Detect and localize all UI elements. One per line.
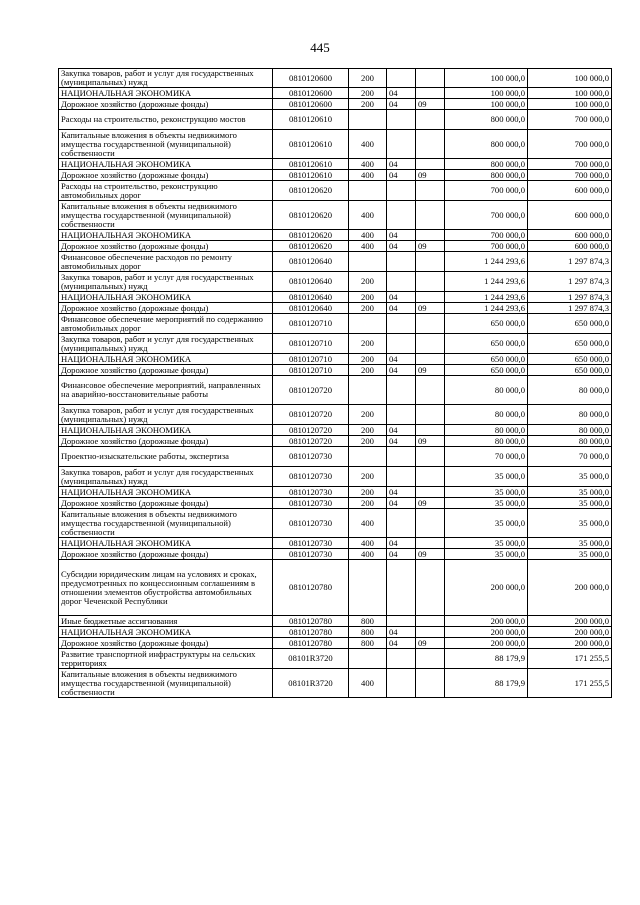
subsection-code bbox=[416, 487, 445, 498]
expense-type-code: 400 bbox=[349, 170, 387, 181]
table-row bbox=[59, 292, 612, 303]
section-code: 04 bbox=[387, 159, 416, 170]
subsection-code bbox=[416, 292, 445, 303]
table-row bbox=[59, 272, 612, 292]
amount-year-2: 100 000,0 bbox=[528, 88, 612, 99]
amount-year-2: 700 000,0 bbox=[528, 159, 612, 170]
amount-year-2: 80 000,0 bbox=[528, 425, 612, 436]
table-row bbox=[59, 334, 612, 354]
expense-type-code: 200 bbox=[349, 425, 387, 436]
amount-year-2: 700 000,0 bbox=[528, 110, 612, 130]
target-article-code: 0810120780 bbox=[273, 627, 349, 638]
target-article-code: 0810120610 bbox=[273, 130, 349, 159]
subsection-code: 09 bbox=[416, 436, 445, 447]
table-row bbox=[59, 314, 612, 334]
amount-year-1: 80 000,0 bbox=[445, 425, 528, 436]
budget-table-body bbox=[59, 69, 612, 698]
amount-year-2: 35 000,0 bbox=[528, 487, 612, 498]
target-article-code: 0810120620 bbox=[273, 241, 349, 252]
target-article-code: 0810120730 bbox=[273, 487, 349, 498]
target-article-code: 0810120600 bbox=[273, 99, 349, 110]
subsection-code bbox=[416, 354, 445, 365]
amount-year-2: 650 000,0 bbox=[528, 354, 612, 365]
subsection-code bbox=[416, 467, 445, 487]
subsection-code bbox=[416, 88, 445, 99]
expense-name: Иные бюджетные ассигнования bbox=[59, 616, 273, 627]
expense-type-code: 400 bbox=[349, 549, 387, 560]
target-article-code: 0810120730 bbox=[273, 509, 349, 538]
section-code: 04 bbox=[387, 365, 416, 376]
amount-year-2: 70 000,0 bbox=[528, 447, 612, 467]
amount-year-2: 200 000,0 bbox=[528, 627, 612, 638]
target-article-code: 0810120710 bbox=[273, 365, 349, 376]
amount-year-2: 35 000,0 bbox=[528, 509, 612, 538]
amount-year-2: 35 000,0 bbox=[528, 549, 612, 560]
amount-year-2: 200 000,0 bbox=[528, 638, 612, 649]
amount-year-2: 80 000,0 bbox=[528, 405, 612, 425]
subsection-code bbox=[416, 181, 445, 201]
subsection-code bbox=[416, 509, 445, 538]
amount-year-1: 1 244 293,6 bbox=[445, 292, 528, 303]
table-row bbox=[59, 303, 612, 314]
expense-name: Финансовое обеспечение мероприятий по содержанию автомобильных дорог bbox=[59, 314, 273, 334]
amount-year-1: 650 000,0 bbox=[445, 354, 528, 365]
amount-year-2: 80 000,0 bbox=[528, 376, 612, 405]
expense-type-code bbox=[349, 314, 387, 334]
table-row bbox=[59, 376, 612, 405]
target-article-code: 0810120720 bbox=[273, 405, 349, 425]
amount-year-2: 650 000,0 bbox=[528, 334, 612, 354]
amount-year-1: 1 244 293,6 bbox=[445, 303, 528, 314]
target-article-code: 0810120730 bbox=[273, 538, 349, 549]
section-code bbox=[387, 509, 416, 538]
expense-name: НАЦИОНАЛЬНАЯ ЭКОНОМИКА bbox=[59, 354, 273, 365]
target-article-code: 0810120600 bbox=[273, 88, 349, 99]
expense-type-code: 200 bbox=[349, 467, 387, 487]
subsection-code: 09 bbox=[416, 549, 445, 560]
subsection-code: 09 bbox=[416, 303, 445, 314]
expense-type-code: 400 bbox=[349, 538, 387, 549]
expense-name: НАЦИОНАЛЬНАЯ ЭКОНОМИКА bbox=[59, 487, 273, 498]
expense-name: Дорожное хозяйство (дорожные фонды) bbox=[59, 498, 273, 509]
expense-name: Расходы на строительство, реконструкцию мостов bbox=[59, 110, 273, 130]
section-code bbox=[387, 649, 416, 669]
section-code: 04 bbox=[387, 354, 416, 365]
target-article-code: 0810120720 bbox=[273, 376, 349, 405]
subsection-code bbox=[416, 69, 445, 88]
expense-type-code: 800 bbox=[349, 616, 387, 627]
target-article-code: 08101R3720 bbox=[273, 669, 349, 698]
amount-year-1: 35 000,0 bbox=[445, 549, 528, 560]
expense-type-code bbox=[349, 447, 387, 467]
expense-type-code: 200 bbox=[349, 365, 387, 376]
subsection-code bbox=[416, 616, 445, 627]
expense-type-code: 200 bbox=[349, 405, 387, 425]
expense-type-code: 200 bbox=[349, 334, 387, 354]
expense-type-code: 800 bbox=[349, 638, 387, 649]
section-code bbox=[387, 252, 416, 272]
target-article-code: 0810120640 bbox=[273, 303, 349, 314]
expense-type-code: 400 bbox=[349, 130, 387, 159]
expense-name: Субсидии юридическим лицам на условиях и сроках, предусмотренных по концессионным соглашениям в отношении элементов обустройства автомобильных дорог Чеченской Республики bbox=[59, 560, 273, 616]
expense-type-code: 200 bbox=[349, 99, 387, 110]
table-row bbox=[59, 181, 612, 201]
expense-type-code bbox=[349, 376, 387, 405]
expense-name: Закупка товаров, работ и услуг для государственных (муниципальных) нужд bbox=[59, 405, 273, 425]
expense-type-code bbox=[349, 252, 387, 272]
section-code bbox=[387, 334, 416, 354]
section-code: 04 bbox=[387, 498, 416, 509]
expense-type-code: 400 bbox=[349, 669, 387, 698]
expense-type-code: 200 bbox=[349, 292, 387, 303]
amount-year-1: 35 000,0 bbox=[445, 487, 528, 498]
amount-year-1: 200 000,0 bbox=[445, 560, 528, 616]
amount-year-2: 700 000,0 bbox=[528, 170, 612, 181]
table-row bbox=[59, 538, 612, 549]
section-code bbox=[387, 181, 416, 201]
subsection-code bbox=[416, 272, 445, 292]
table-row bbox=[59, 560, 612, 616]
table-row bbox=[59, 638, 612, 649]
subsection-code: 09 bbox=[416, 498, 445, 509]
expense-type-code: 200 bbox=[349, 436, 387, 447]
amount-year-1: 650 000,0 bbox=[445, 365, 528, 376]
target-article-code: 0810120610 bbox=[273, 159, 349, 170]
amount-year-1: 800 000,0 bbox=[445, 130, 528, 159]
expense-name: НАЦИОНАЛЬНАЯ ЭКОНОМИКА bbox=[59, 292, 273, 303]
subsection-code bbox=[416, 405, 445, 425]
subsection-code bbox=[416, 649, 445, 669]
subsection-code: 09 bbox=[416, 99, 445, 110]
amount-year-1: 1 244 293,6 bbox=[445, 272, 528, 292]
expense-type-code bbox=[349, 560, 387, 616]
amount-year-1: 80 000,0 bbox=[445, 436, 528, 447]
target-article-code: 0810120600 bbox=[273, 69, 349, 88]
expense-name: Финансовое обеспечение расходов по ремонту автомобильных дорог bbox=[59, 252, 273, 272]
subsection-code bbox=[416, 130, 445, 159]
expense-type-code: 400 bbox=[349, 230, 387, 241]
expense-type-code bbox=[349, 110, 387, 130]
expense-name: Дорожное хозяйство (дорожные фонды) bbox=[59, 436, 273, 447]
amount-year-2: 1 297 874,3 bbox=[528, 252, 612, 272]
table-row bbox=[59, 627, 612, 638]
expense-type-code bbox=[349, 649, 387, 669]
section-code bbox=[387, 447, 416, 467]
amount-year-2: 700 000,0 bbox=[528, 130, 612, 159]
amount-year-1: 700 000,0 bbox=[445, 241, 528, 252]
subsection-code bbox=[416, 376, 445, 405]
expense-name: Закупка товаров, работ и услуг для государственных (муниципальных) нужд bbox=[59, 69, 273, 88]
expense-name: НАЦИОНАЛЬНАЯ ЭКОНОМИКА bbox=[59, 159, 273, 170]
table-row bbox=[59, 252, 612, 272]
expense-name: Финансовое обеспечение мероприятий, направленных на аварийно-восстановительные работы bbox=[59, 376, 273, 405]
target-article-code: 0810120780 bbox=[273, 616, 349, 627]
amount-year-2: 200 000,0 bbox=[528, 560, 612, 616]
expense-name: НАЦИОНАЛЬНАЯ ЭКОНОМИКА bbox=[59, 538, 273, 549]
expense-name: Дорожное хозяйство (дорожные фонды) bbox=[59, 365, 273, 376]
expense-name: НАЦИОНАЛЬНАЯ ЭКОНОМИКА bbox=[59, 230, 273, 241]
section-code: 04 bbox=[387, 436, 416, 447]
expense-name: Расходы на строительство, реконструкцию автомобильных дорог bbox=[59, 181, 273, 201]
section-code: 04 bbox=[387, 627, 416, 638]
table-row bbox=[59, 669, 612, 698]
amount-year-1: 88 179,9 bbox=[445, 669, 528, 698]
section-code bbox=[387, 560, 416, 616]
target-article-code: 08101R3720 bbox=[273, 649, 349, 669]
amount-year-2: 650 000,0 bbox=[528, 365, 612, 376]
table-row bbox=[59, 170, 612, 181]
expense-type-code: 200 bbox=[349, 498, 387, 509]
target-article-code: 0810120620 bbox=[273, 201, 349, 230]
expense-name: Дорожное хозяйство (дорожные фонды) bbox=[59, 638, 273, 649]
table-row bbox=[59, 88, 612, 99]
section-code: 04 bbox=[387, 99, 416, 110]
target-article-code: 0810120640 bbox=[273, 272, 349, 292]
amount-year-1: 650 000,0 bbox=[445, 314, 528, 334]
target-article-code: 0810120720 bbox=[273, 425, 349, 436]
subsection-code bbox=[416, 447, 445, 467]
table-row bbox=[59, 498, 612, 509]
amount-year-1: 200 000,0 bbox=[445, 638, 528, 649]
amount-year-1: 100 000,0 bbox=[445, 88, 528, 99]
target-article-code: 0810120610 bbox=[273, 110, 349, 130]
section-code: 04 bbox=[387, 230, 416, 241]
subsection-code bbox=[416, 110, 445, 130]
amount-year-2: 1 297 874,3 bbox=[528, 292, 612, 303]
expense-type-code: 200 bbox=[349, 272, 387, 292]
expense-name: Капитальные вложения в объекты недвижимого имущества государственной (муниципальной) собственности bbox=[59, 201, 273, 230]
amount-year-1: 700 000,0 bbox=[445, 201, 528, 230]
amount-year-1: 100 000,0 bbox=[445, 99, 528, 110]
subsection-code bbox=[416, 230, 445, 241]
expense-name: НАЦИОНАЛЬНАЯ ЭКОНОМИКА bbox=[59, 425, 273, 436]
table-row bbox=[59, 447, 612, 467]
amount-year-1: 35 000,0 bbox=[445, 509, 528, 538]
expense-name: Закупка товаров, работ и услуг для государственных (муниципальных) нужд bbox=[59, 272, 273, 292]
amount-year-1: 700 000,0 bbox=[445, 230, 528, 241]
expense-name: Дорожное хозяйство (дорожные фонды) bbox=[59, 241, 273, 252]
target-article-code: 0810120610 bbox=[273, 170, 349, 181]
expense-type-code: 400 bbox=[349, 241, 387, 252]
table-row bbox=[59, 649, 612, 669]
expense-name: НАЦИОНАЛЬНАЯ ЭКОНОМИКА bbox=[59, 88, 273, 99]
expense-name: Развитие транспортной инфраструктуры на сельских территориях bbox=[59, 649, 273, 669]
table-row bbox=[59, 99, 612, 110]
expense-name: Дорожное хозяйство (дорожные фонды) bbox=[59, 549, 273, 560]
expense-name: Дорожное хозяйство (дорожные фонды) bbox=[59, 303, 273, 314]
table-row bbox=[59, 467, 612, 487]
amount-year-2: 100 000,0 bbox=[528, 99, 612, 110]
amount-year-1: 800 000,0 bbox=[445, 110, 528, 130]
section-code bbox=[387, 669, 416, 698]
table-row bbox=[59, 509, 612, 538]
expense-name: Капитальные вложения в объекты недвижимого имущества государственной (муниципальной) собственности bbox=[59, 130, 273, 159]
table-row bbox=[59, 241, 612, 252]
target-article-code: 0810120780 bbox=[273, 560, 349, 616]
target-article-code: 0810120620 bbox=[273, 181, 349, 201]
amount-year-1: 200 000,0 bbox=[445, 627, 528, 638]
table-row bbox=[59, 159, 612, 170]
table-row bbox=[59, 354, 612, 365]
amount-year-1: 650 000,0 bbox=[445, 334, 528, 354]
subsection-code bbox=[416, 669, 445, 698]
section-code: 04 bbox=[387, 538, 416, 549]
expense-type-code bbox=[349, 181, 387, 201]
expense-type-code: 800 bbox=[349, 627, 387, 638]
table-row bbox=[59, 487, 612, 498]
expense-type-code: 200 bbox=[349, 354, 387, 365]
section-code: 04 bbox=[387, 170, 416, 181]
subsection-code: 09 bbox=[416, 241, 445, 252]
amount-year-2: 600 000,0 bbox=[528, 241, 612, 252]
table-row bbox=[59, 436, 612, 447]
expense-name: Дорожное хозяйство (дорожные фонды) bbox=[59, 170, 273, 181]
expense-name: НАЦИОНАЛЬНАЯ ЭКОНОМИКА bbox=[59, 627, 273, 638]
section-code: 04 bbox=[387, 292, 416, 303]
table-row bbox=[59, 405, 612, 425]
amount-year-2: 80 000,0 bbox=[528, 436, 612, 447]
amount-year-1: 35 000,0 bbox=[445, 467, 528, 487]
amount-year-1: 35 000,0 bbox=[445, 498, 528, 509]
subsection-code: 09 bbox=[416, 638, 445, 649]
section-code: 04 bbox=[387, 88, 416, 99]
section-code bbox=[387, 405, 416, 425]
table-row bbox=[59, 110, 612, 130]
amount-year-2: 650 000,0 bbox=[528, 314, 612, 334]
subsection-code bbox=[416, 425, 445, 436]
amount-year-1: 70 000,0 bbox=[445, 447, 528, 467]
amount-year-2: 35 000,0 bbox=[528, 467, 612, 487]
expense-type-code: 200 bbox=[349, 69, 387, 88]
table-row bbox=[59, 549, 612, 560]
expense-type-code: 200 bbox=[349, 303, 387, 314]
expense-type-code: 200 bbox=[349, 88, 387, 99]
amount-year-1: 80 000,0 bbox=[445, 376, 528, 405]
section-code bbox=[387, 376, 416, 405]
amount-year-2: 600 000,0 bbox=[528, 201, 612, 230]
subsection-code: 09 bbox=[416, 170, 445, 181]
expense-type-code: 200 bbox=[349, 487, 387, 498]
expense-type-code: 400 bbox=[349, 201, 387, 230]
subsection-code bbox=[416, 314, 445, 334]
table-row bbox=[59, 425, 612, 436]
amount-year-2: 200 000,0 bbox=[528, 616, 612, 627]
table-row bbox=[59, 201, 612, 230]
table-row bbox=[59, 130, 612, 159]
section-code: 04 bbox=[387, 241, 416, 252]
section-code: 04 bbox=[387, 487, 416, 498]
subsection-code bbox=[416, 538, 445, 549]
section-code bbox=[387, 110, 416, 130]
section-code bbox=[387, 272, 416, 292]
amount-year-2: 35 000,0 bbox=[528, 538, 612, 549]
amount-year-2: 171 255,5 bbox=[528, 649, 612, 669]
amount-year-1: 80 000,0 bbox=[445, 405, 528, 425]
amount-year-2: 1 297 874,3 bbox=[528, 272, 612, 292]
amount-year-1: 88 179,9 bbox=[445, 649, 528, 669]
target-article-code: 0810120710 bbox=[273, 314, 349, 334]
target-article-code: 0810120640 bbox=[273, 252, 349, 272]
section-code bbox=[387, 130, 416, 159]
page-number: 445 bbox=[310, 40, 330, 55]
amount-year-2: 600 000,0 bbox=[528, 181, 612, 201]
subsection-code bbox=[416, 560, 445, 616]
expense-name: Капитальные вложения в объекты недвижимого имущества государственной (муниципальной) собственности bbox=[59, 669, 273, 698]
table-row bbox=[59, 230, 612, 241]
table-row bbox=[59, 365, 612, 376]
expense-name: Проектно-изыскательские работы, экспертиза bbox=[59, 447, 273, 467]
target-article-code: 0810120620 bbox=[273, 230, 349, 241]
section-code: 04 bbox=[387, 638, 416, 649]
expense-type-code: 400 bbox=[349, 159, 387, 170]
section-code bbox=[387, 616, 416, 627]
target-article-code: 0810120730 bbox=[273, 549, 349, 560]
target-article-code: 0810120780 bbox=[273, 638, 349, 649]
expense-name: Закупка товаров, работ и услуг для государственных (муниципальных) нужд bbox=[59, 334, 273, 354]
amount-year-1: 800 000,0 bbox=[445, 170, 528, 181]
expense-name: Капитальные вложения в объекты недвижимого имущества государственной (муниципальной) собственности bbox=[59, 509, 273, 538]
section-code bbox=[387, 201, 416, 230]
amount-year-2: 600 000,0 bbox=[528, 230, 612, 241]
amount-year-1: 35 000,0 bbox=[445, 538, 528, 549]
subsection-code bbox=[416, 201, 445, 230]
subsection-code bbox=[416, 334, 445, 354]
amount-year-2: 1 297 874,3 bbox=[528, 303, 612, 314]
amount-year-1: 100 000,0 bbox=[445, 69, 528, 88]
target-article-code: 0810120710 bbox=[273, 334, 349, 354]
expense-name: Закупка товаров, работ и услуг для государственных (муниципальных) нужд bbox=[59, 467, 273, 487]
amount-year-1: 200 000,0 bbox=[445, 616, 528, 627]
target-article-code: 0810120710 bbox=[273, 354, 349, 365]
amount-year-1: 700 000,0 bbox=[445, 181, 528, 201]
expense-type-code: 400 bbox=[349, 509, 387, 538]
section-code bbox=[387, 69, 416, 88]
budget-table bbox=[58, 68, 612, 698]
table-row bbox=[59, 69, 612, 88]
section-code bbox=[387, 467, 416, 487]
expense-name: Дорожное хозяйство (дорожные фонды) bbox=[59, 99, 273, 110]
section-code: 04 bbox=[387, 303, 416, 314]
subsection-code bbox=[416, 252, 445, 272]
section-code: 04 bbox=[387, 549, 416, 560]
subsection-code: 09 bbox=[416, 365, 445, 376]
subsection-code bbox=[416, 627, 445, 638]
amount-year-2: 35 000,0 bbox=[528, 498, 612, 509]
target-article-code: 0810120730 bbox=[273, 467, 349, 487]
target-article-code: 0810120720 bbox=[273, 436, 349, 447]
table-row bbox=[59, 616, 612, 627]
amount-year-2: 100 000,0 bbox=[528, 69, 612, 88]
amount-year-2: 171 255,5 bbox=[528, 669, 612, 698]
section-code: 04 bbox=[387, 425, 416, 436]
target-article-code: 0810120640 bbox=[273, 292, 349, 303]
target-article-code: 0810120730 bbox=[273, 447, 349, 467]
section-code bbox=[387, 314, 416, 334]
subsection-code bbox=[416, 159, 445, 170]
amount-year-1: 1 244 293,6 bbox=[445, 252, 528, 272]
amount-year-1: 800 000,0 bbox=[445, 159, 528, 170]
target-article-code: 0810120730 bbox=[273, 498, 349, 509]
